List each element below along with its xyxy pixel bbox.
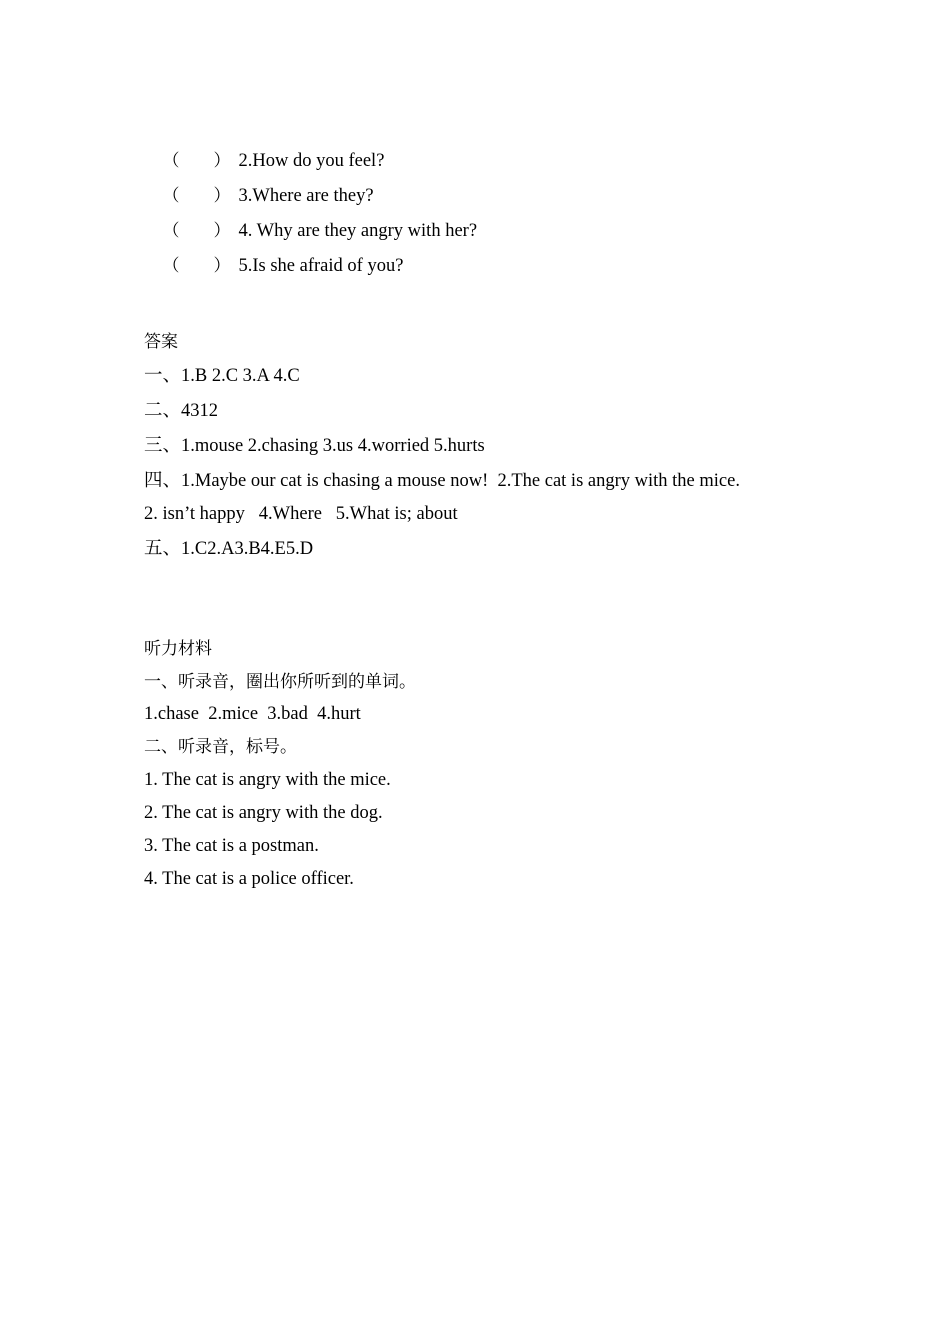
listening-part1-title: 一、听录音，圈出你所听到的单词。: [144, 672, 416, 692]
answer-blank: （ ）: [162, 221, 231, 241]
question-text: 2.How do you feel?: [238, 151, 385, 171]
question-5: [144, 230, 403, 302]
answer-line-4: 四、1.Maybe our cat is chasing a mouse now! 2.The cat is angry with the mice.: [144, 471, 740, 491]
answer-line-1: 一、1.B 2.C 3.A 4.C: [144, 366, 300, 386]
listening-part2-title: 二、听录音，标号。: [144, 737, 297, 757]
listening-line-1: 1. The cat is angry with the mice.: [144, 770, 391, 790]
listening-heading: 听力材料: [144, 639, 212, 659]
listening-line-3: 3. The cat is a postman.: [144, 836, 319, 856]
listening-part1-words: 1.chase 2.mice 3.bad 4.hurt: [144, 704, 361, 724]
question-text: 4. Why are they angry with her?: [238, 221, 478, 241]
answer-line-2: 二、4312: [144, 401, 219, 421]
question-text: 3.Where are they?: [238, 186, 374, 206]
listening-line-4: 4. The cat is a police officer.: [144, 869, 354, 889]
answer-blank: （ ）: [162, 151, 231, 171]
answer-blank: （ ）: [162, 186, 231, 206]
answer-line-6: 五、1.C2.A3.B4.E5.D: [144, 539, 314, 559]
answer-line-5: 2. isn’t happy 4.Where 5.What is; about: [144, 504, 458, 524]
answers-heading: 答案: [144, 332, 178, 352]
question-text: 5.Is she afraid of you?: [238, 256, 404, 276]
listening-line-2: 2. The cat is angry with the dog.: [144, 803, 383, 823]
answer-blank: （ ）: [162, 256, 231, 276]
answer-line-3: 三、1.mouse 2.chasing 3.us 4.worried 5.hurts: [144, 436, 485, 456]
